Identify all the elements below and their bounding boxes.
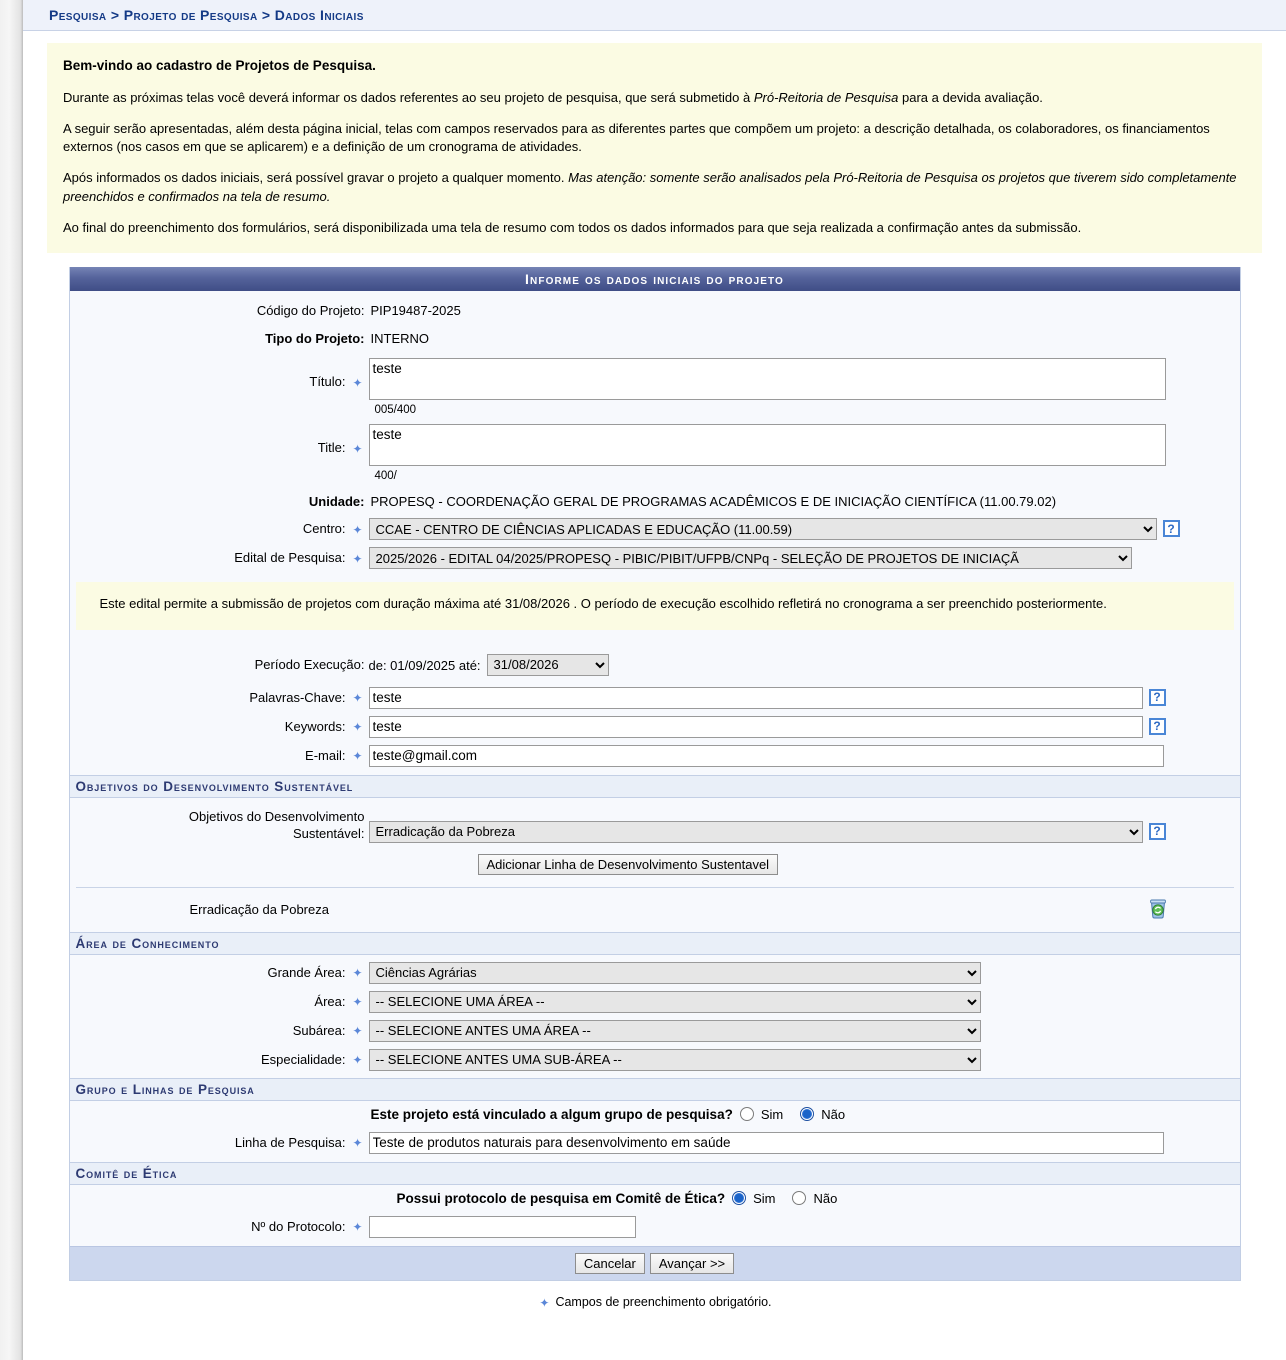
row-email xyxy=(70,741,1240,775)
add-ods-button[interactable]: Adicionar Linha de Desenvolvimento Sustentavel xyxy=(478,854,779,875)
value-project-type: INTERNO xyxy=(370,331,429,347)
label-ods-line1: Objetivos do Desenvolvimento xyxy=(188,808,365,824)
label-project-code: Código do Projeto: xyxy=(256,303,365,319)
trash-icon xyxy=(1148,898,1168,919)
row-etica-question xyxy=(70,1185,1240,1213)
label-grande-area xyxy=(70,962,365,981)
row-title-en xyxy=(70,419,1240,485)
label-keywords-text: Keywords: xyxy=(284,718,346,734)
label-linha-pesquisa xyxy=(70,1132,365,1151)
help-icon[interactable]: ? xyxy=(1149,823,1166,840)
breadcrumb-text: Pesquisa > Projeto de Pesquisa > Dados Iniciais xyxy=(49,7,364,23)
label-grande-area-text: Grande Área: xyxy=(267,964,346,980)
row-project-code xyxy=(70,297,1240,321)
grande-area-select[interactable] xyxy=(369,962,981,984)
keywords-input[interactable] xyxy=(369,716,1143,738)
etica-radio-nao-label: Não xyxy=(813,1190,838,1206)
help-icon[interactable]: ? xyxy=(1149,718,1166,735)
label-email xyxy=(70,745,365,764)
form-wrapper xyxy=(23,267,1286,1281)
required-fields-footnote-text: Campos de preenchimento obrigatório. xyxy=(555,1294,772,1309)
row-subarea xyxy=(70,1016,1240,1045)
remove-ods-button[interactable] xyxy=(1148,898,1168,922)
welcome-p1-emphasis: Pró-Reitoria de Pesquisa xyxy=(753,89,899,105)
row-titulo xyxy=(70,349,1240,419)
label-keywords xyxy=(70,716,365,735)
label-subarea xyxy=(70,1020,365,1039)
required-star-icon: ✦ xyxy=(352,966,363,981)
row-palavras-chave xyxy=(70,679,1240,712)
row-unidade xyxy=(70,485,1240,512)
ods-select[interactable] xyxy=(369,821,1143,843)
ods-added-row xyxy=(70,888,1240,932)
grupo-radio-sim-label: Sim xyxy=(760,1106,784,1122)
row-protocolo xyxy=(70,1213,1240,1246)
label-centro-text: Centro: xyxy=(302,521,346,537)
label-edital xyxy=(70,547,365,566)
required-star-icon: ✦ xyxy=(352,1053,363,1068)
periodo-end-select[interactable] xyxy=(487,654,609,676)
label-periodo: Período Execução: xyxy=(254,656,365,672)
field-grande-area xyxy=(365,962,981,984)
required-star-icon: ✦ xyxy=(352,441,363,456)
section-grupo-linhas: Grupo e Linhas de Pesquisa xyxy=(70,1078,1240,1101)
label-centro xyxy=(70,518,365,537)
required-fields-footnote xyxy=(23,1281,1286,1310)
required-star-icon: ✦ xyxy=(352,1024,363,1039)
welcome-paragraph-2: A seguir serão apresentadas, além desta página inicial, telas com campos reservados para as diferentes partes que compõem um projeto: a descrição detalhada, os colaboradores, os financiamentos externos (nos casos em que se aplicarem) e a definição de um cronograma de atividades. xyxy=(63,121,1210,155)
field-protocolo xyxy=(365,1216,636,1238)
form-title-bar: Informe os dados iniciais do projeto xyxy=(70,267,1240,291)
edital-select[interactable] xyxy=(369,547,1132,569)
field-edital xyxy=(365,547,1132,569)
label-especialidade-text: Especialidade: xyxy=(260,1051,346,1067)
field-area xyxy=(365,991,981,1013)
row-add-ods xyxy=(70,846,1240,885)
row-centro xyxy=(70,512,1240,543)
required-star-icon: ✦ xyxy=(352,720,363,735)
label-project-type: Tipo do Projeto: xyxy=(265,331,365,347)
grupo-radio-sim[interactable] xyxy=(740,1107,754,1121)
value-unidade: PROPESQ - COORDENAÇÃO GERAL DE PROGRAMAS ACADÊMICOS E DE INICIAÇÃO CIENTÍFICA (11.00.79.02) xyxy=(370,494,1057,510)
initial-data-form xyxy=(69,267,1241,1281)
label-area-text: Área: xyxy=(314,993,346,1009)
subarea-select[interactable] xyxy=(369,1020,981,1042)
especialidade-select[interactable] xyxy=(369,1049,981,1071)
required-star-icon: ✦ xyxy=(352,1220,363,1235)
titulo-counter: 005/400 xyxy=(374,404,417,417)
row-linha-pesquisa xyxy=(70,1129,1240,1162)
field-title-en xyxy=(365,424,1166,482)
label-subarea-text: Subárea: xyxy=(292,1022,346,1038)
form-button-bar xyxy=(70,1246,1240,1280)
section-comite-etica: Comitê de Ética xyxy=(70,1162,1240,1185)
edital-notice: Este edital permite a submissão de projetos com duração máxima até 31/08/2026 . O período de execução escolhido refletirá no cronograma a ser preenchido posteriormente. xyxy=(76,582,1234,630)
field-email xyxy=(365,745,1164,767)
field-keywords xyxy=(365,716,1166,738)
value-project-code: PIP19487-2025 xyxy=(370,303,461,319)
required-star-icon: ✦ xyxy=(352,749,363,764)
label-ods-line2: Sustentável: xyxy=(292,825,365,841)
label-protocolo-text: Nº do Protocolo: xyxy=(251,1218,346,1234)
linha-pesquisa-input[interactable] xyxy=(369,1132,1164,1154)
label-edital-text: Edital de Pesquisa: xyxy=(234,550,346,566)
row-area xyxy=(70,987,1240,1016)
label-linha-pesquisa-text: Linha de Pesquisa: xyxy=(234,1134,346,1150)
field-especialidade xyxy=(365,1049,981,1071)
label-titulo xyxy=(70,358,365,390)
label-titulo-text: Título: xyxy=(309,374,346,390)
email-input[interactable] xyxy=(369,745,1164,767)
palavras-chave-input[interactable] xyxy=(369,687,1143,709)
required-star-icon: ✦ xyxy=(352,522,363,537)
label-palavras-chave xyxy=(70,687,365,706)
ods-added-label: Erradicação da Pobreza xyxy=(189,902,329,918)
row-grande-area xyxy=(70,955,1240,987)
welcome-p1-part-b: para a devida avaliação. xyxy=(898,89,1043,105)
page-container xyxy=(23,0,1286,1360)
label-ods xyxy=(70,807,365,843)
etica-radio-nao[interactable] xyxy=(792,1191,806,1205)
help-icon[interactable]: ? xyxy=(1163,520,1180,537)
section-area-conhecimento: Área de Conhecimento xyxy=(70,932,1240,955)
required-star-icon: ✦ xyxy=(352,691,363,706)
field-periodo xyxy=(365,654,609,676)
title-en-counter: 400/ xyxy=(374,470,397,483)
field-linha-pesquisa xyxy=(365,1132,1164,1154)
periodo-prefix: de: 01/09/2025 até: xyxy=(368,657,481,673)
label-title-en xyxy=(70,424,365,456)
breadcrumb[interactable] xyxy=(23,0,1286,31)
label-unidade: Unidade: xyxy=(308,494,365,510)
field-titulo xyxy=(365,358,1166,416)
field-palavras-chave xyxy=(365,687,1166,709)
etica-radio-sim-label: Sim xyxy=(753,1190,776,1206)
help-icon[interactable]: ? xyxy=(1149,689,1166,706)
required-star-icon: ✦ xyxy=(352,375,363,390)
row-especialidade xyxy=(70,1045,1240,1078)
field-centro xyxy=(365,518,1180,540)
etica-question-label: Possui protocolo de pesquisa em Comitê de Ética? xyxy=(396,1190,726,1206)
etica-radio-sim[interactable] xyxy=(732,1191,746,1205)
label-area xyxy=(70,991,365,1010)
welcome-paragraph-4: Ao final do preenchimento dos formulários, será disponibilizada uma tela de resumo com todos os dados informados para que seja realizada a confirmação antes da submissão. xyxy=(63,219,1082,235)
label-palavras-chave-text: Palavras-Chave: xyxy=(249,689,346,705)
grupo-radio-nao-label: Não xyxy=(821,1106,846,1122)
welcome-p3-emphasis: Mas atenção: somente serão analisados pela Pró-Reitoria de Pesquisa os projetos que tiverem sido completamente preenchidos e confirmados na tela de resumo. xyxy=(63,170,1237,204)
title-en-textarea[interactable] xyxy=(369,424,1166,466)
row-edital xyxy=(70,543,1240,572)
grupo-question-label: Este projeto está vinculado a algum grupo de pesquisa? xyxy=(370,1106,733,1122)
window-left-gutter xyxy=(0,0,23,1360)
row-keywords xyxy=(70,712,1240,741)
welcome-p3-part-a: Após informados os dados iniciais, será possível gravar o projeto a qualquer momento. xyxy=(63,170,569,186)
label-especialidade xyxy=(70,1049,365,1068)
label-protocolo xyxy=(70,1216,365,1235)
cancel-button[interactable]: Cancelar xyxy=(575,1253,645,1274)
titulo-textarea[interactable] xyxy=(369,358,1166,400)
required-star-icon: ✦ xyxy=(352,995,363,1010)
row-project-type xyxy=(70,321,1240,349)
welcome-panel xyxy=(47,43,1262,253)
required-star-icon: ✦ xyxy=(352,1136,363,1151)
section-ods: Objetivos do Desenvolvimento Sustentável xyxy=(70,775,1240,798)
welcome-p1-part-a: Durante as próximas telas você deverá informar os dados referentes ao seu projeto de pesquisa, que será submetido à xyxy=(63,89,754,105)
welcome-paragraph-1 xyxy=(63,89,1246,107)
welcome-paragraph-3 xyxy=(63,169,1246,205)
next-button[interactable]: Avançar >> xyxy=(650,1253,734,1274)
field-subarea xyxy=(365,1020,981,1042)
label-title-en-text: Title: xyxy=(317,440,346,456)
welcome-title: Bem-vindo ao cadastro de Projetos de Pesquisa. xyxy=(63,58,376,73)
protocolo-input[interactable] xyxy=(369,1216,636,1238)
required-star-icon: ✦ xyxy=(352,551,363,566)
row-periodo xyxy=(70,630,1240,679)
area-select[interactable] xyxy=(369,991,981,1013)
centro-select[interactable] xyxy=(369,518,1157,540)
label-email-text: E-mail: xyxy=(305,747,346,763)
grupo-radio-nao[interactable] xyxy=(800,1107,814,1121)
required-star-icon: ✦ xyxy=(539,1295,550,1310)
row-grupo-question xyxy=(70,1101,1240,1129)
row-ods-select xyxy=(70,798,1240,846)
field-ods xyxy=(365,807,1166,843)
